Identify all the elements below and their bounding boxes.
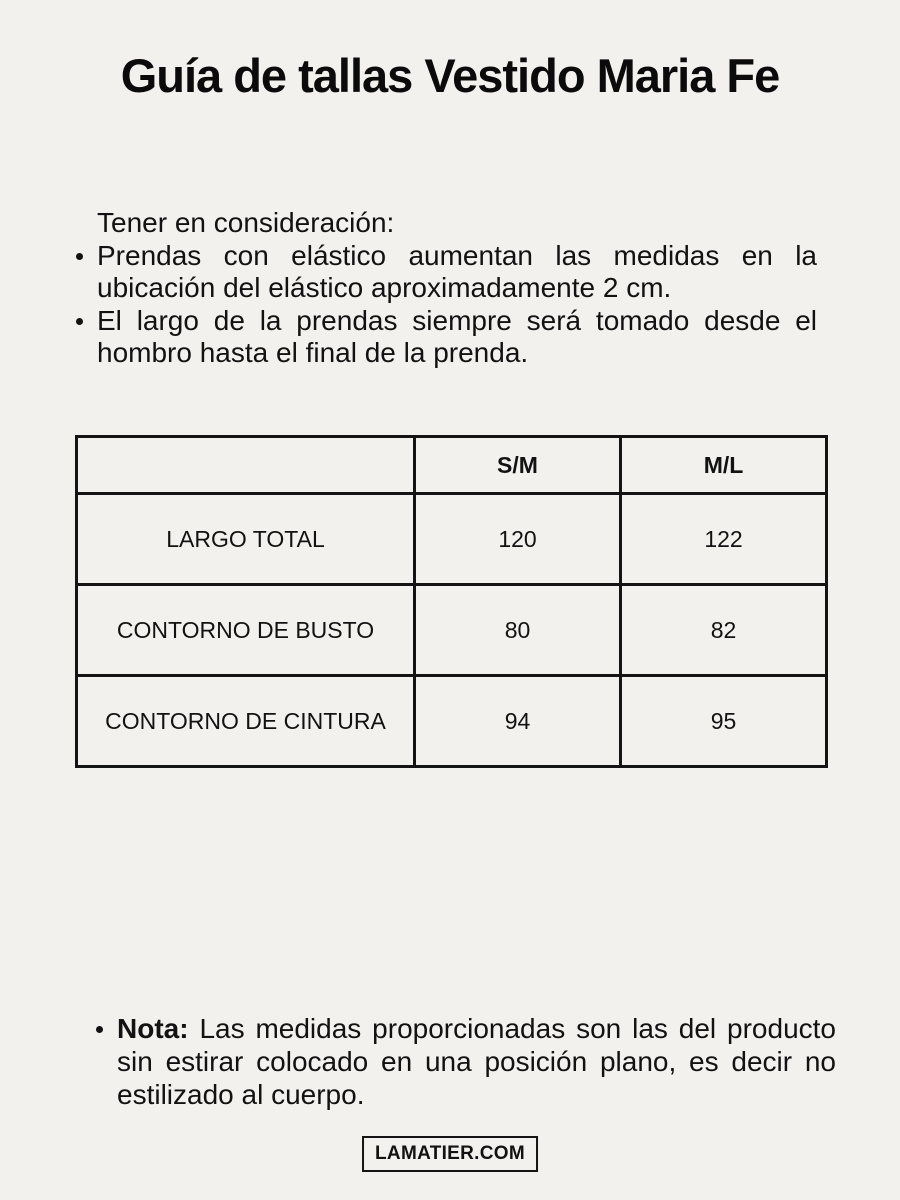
cell-value: 80 [415, 585, 621, 676]
bullet-dot-icon [75, 305, 97, 370]
consideration-item [75, 305, 817, 370]
considerations-heading: Tener en consideración: [97, 207, 395, 238]
cell-value: 122 [621, 494, 827, 585]
bullet-dot-icon [75, 240, 97, 305]
note-text [117, 1012, 836, 1111]
note-body: Las medidas proporcionadas son las del producto sin estirar colocado en una posición plano, es decir no estilizado al cuerpo. [117, 1013, 836, 1110]
considerations-section [75, 207, 817, 370]
table-row [77, 494, 827, 585]
table-row [77, 585, 827, 676]
cell-value: 95 [621, 676, 827, 767]
consideration-item [75, 240, 817, 305]
table-header-row [77, 437, 827, 494]
table-row [77, 676, 827, 767]
page-title: Guía de tallas Vestido Maria Fe [120, 49, 780, 102]
table-header-empty-cell [77, 437, 415, 494]
size-table [75, 435, 828, 768]
website-badge [362, 1136, 538, 1172]
cell-value: 82 [621, 585, 827, 676]
website-text: LAMATIER.COM [375, 1143, 525, 1164]
cell-value: 94 [415, 676, 621, 767]
consideration-text: El largo de la prendas siempre será tomado desde el hombro hasta el final de la prenda. [97, 304, 817, 368]
table-header-size-sm: S/M [415, 437, 621, 494]
cell-value: 120 [415, 494, 621, 585]
row-label-largo-total: LARGO TOTAL [77, 494, 415, 585]
row-label-contorno-busto: CONTORNO DE BUSTO [77, 585, 415, 676]
note-label: Nota: [117, 1013, 189, 1044]
consideration-text: Prendas con elástico aumentan las medidas en la ubicación del elástico aproximadamente 2 cm. [97, 239, 817, 303]
row-label-contorno-cintura: CONTORNO DE CINTURA [77, 676, 415, 767]
note-section [95, 1012, 836, 1111]
table-header-size-ml: M/L [621, 437, 827, 494]
bullet-dot-icon [95, 1012, 117, 1111]
